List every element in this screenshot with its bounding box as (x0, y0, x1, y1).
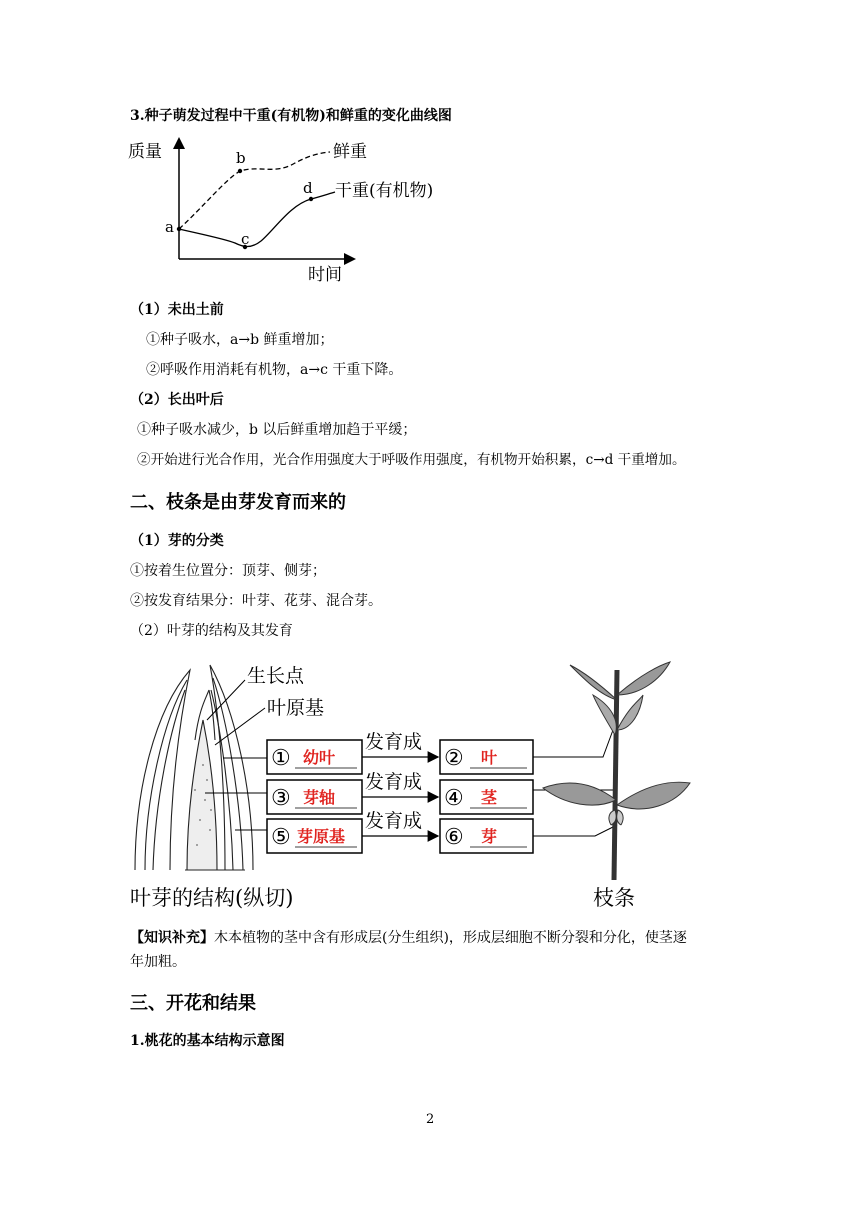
caption-leaf-bud: 叶芽的结构(纵切) (130, 886, 294, 910)
leaf-bud-diagram (125, 650, 725, 920)
x-axis-label: 时间 (308, 265, 342, 285)
leaf-primordium-label: 叶原基 (267, 697, 325, 719)
point-a (177, 227, 181, 231)
point-b (238, 169, 242, 173)
series-fresh-label: 鲜重 (333, 142, 367, 162)
bud-structure-heading: （2）叶芽的结构及其发育 (130, 623, 293, 639)
y-axis-label: 质量 (128, 142, 162, 162)
page-number: 2 (426, 1112, 435, 1127)
caption-branch: 枝条 (593, 886, 635, 910)
develops-label-1: 发育成 (365, 731, 423, 753)
answer-right-3: 芽 (481, 827, 498, 846)
develops-label-3: 发育成 (365, 810, 423, 832)
seed-mass-chart (125, 135, 465, 285)
label-b: b (236, 149, 246, 167)
section-title-flower: 三、开花和结果 (130, 993, 256, 1014)
after-leaves-item1: ①种子吸水减少，b 以后鲜重增加趋于平缓； (137, 422, 417, 438)
label-d: d (303, 179, 313, 197)
series-dry-label: 干重(有机物) (335, 181, 434, 201)
num-right-3: ⑥ (444, 825, 464, 850)
answer-left-2: 芽轴 (303, 788, 336, 807)
peach-flower-title: 1.桃花的基本结构示意图 (130, 1033, 285, 1049)
answer-right-2: 茎 (481, 788, 498, 807)
bud-class-item2: ②按发育结果分：叶芽、花芽、混合芽。 (130, 593, 382, 609)
num-left-3: ⑤ (271, 825, 291, 850)
num-right-2: ④ (444, 786, 464, 811)
before-soil-item1: ①种子吸水，a→b 鲜重增加； (146, 332, 334, 348)
growth-point-label: 生长点 (247, 665, 305, 687)
answer-left-3: 芽原基 (297, 827, 346, 846)
knowledge-text: 木本植物的茎中含有形成层(分生组织)，形成层细胞不断分裂和分化，使茎逐 (214, 930, 687, 946)
knowledge-tag: 【知识补充】 (130, 930, 214, 946)
point-d (309, 197, 313, 201)
label-a: a (165, 218, 174, 236)
bud-section-drawing (135, 665, 253, 870)
branch-drawing (543, 662, 690, 880)
bud-class-heading: （1）芽的分类 (130, 533, 224, 549)
before-soil-heading: （1）未出土前 (130, 302, 224, 318)
before-soil-item2: ②呼吸作用消耗有机物，a→c 干重下降。 (146, 362, 403, 378)
section-title-seed-curve: 3.种子萌发过程中干重(有机物)和鲜重的变化曲线图 (130, 108, 452, 124)
answer-right-1: 叶 (481, 748, 498, 767)
num-left-2: ③ (271, 786, 291, 811)
label-c: c (241, 230, 250, 248)
knowledge-note-line1 (130, 928, 687, 948)
num-left-1: ① (271, 746, 291, 771)
num-right-1: ② (444, 746, 464, 771)
knowledge-note-line2: 年加粗。 (130, 954, 186, 970)
section-title-branch: 二、枝条是由芽发育而来的 (130, 492, 346, 513)
bud-class-item1: ①按着生位置分：顶芽、侧芽； (130, 563, 326, 579)
after-leaves-heading: （2）长出叶后 (130, 392, 224, 408)
answer-left-1: 幼叶 (303, 748, 336, 767)
develops-label-2: 发育成 (365, 771, 423, 793)
after-leaves-item2: ②开始进行光合作用，光合作用强度大于呼吸作用强度，有机物开始积累，c→d 干重增加。 (137, 452, 686, 468)
